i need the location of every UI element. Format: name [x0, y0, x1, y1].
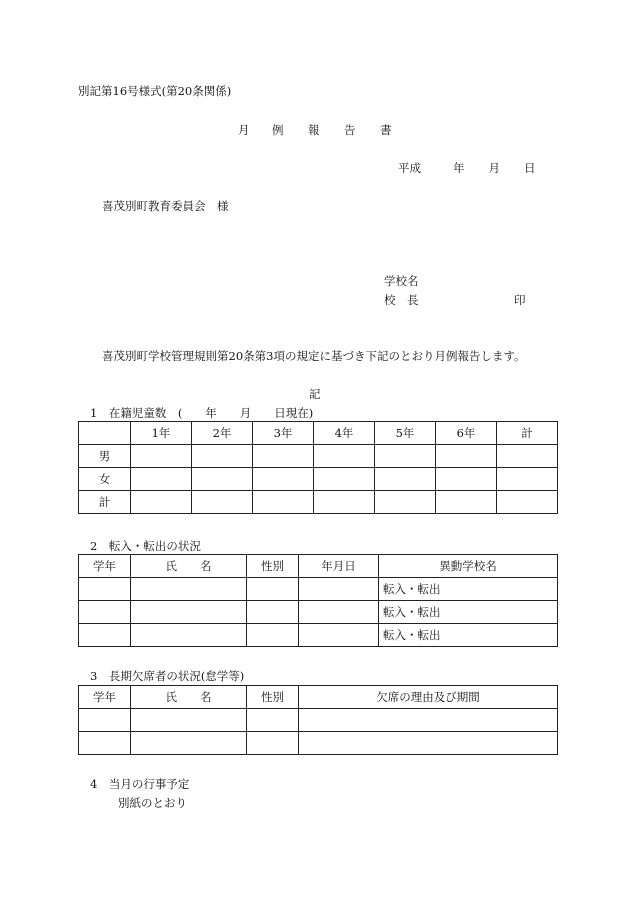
row-label: 計 [79, 491, 131, 514]
enrollment-table [78, 421, 558, 514]
data-cell[interactable] [299, 578, 379, 601]
header-cell: 性別 [247, 555, 299, 578]
header-cell: 5年 [375, 422, 436, 445]
data-cell[interactable] [299, 624, 379, 647]
seal-mark: 印 [514, 293, 526, 307]
table-row [79, 601, 558, 624]
data-cell[interactable] [247, 578, 299, 601]
document-title [238, 122, 400, 138]
data-cell[interactable] [299, 732, 558, 755]
table-row [79, 578, 558, 601]
header-cell: 計 [497, 422, 558, 445]
data-cell[interactable] [79, 601, 131, 624]
data-cell[interactable] [299, 709, 558, 732]
table-row [79, 624, 558, 647]
data-cell[interactable] [131, 491, 192, 514]
header-cell: 1年 [131, 422, 192, 445]
data-cell[interactable] [299, 601, 379, 624]
data-cell[interactable] [375, 468, 436, 491]
data-cell[interactable] [131, 709, 247, 732]
date-era: 平成 [398, 161, 421, 175]
transfer-type-cell[interactable]: 転入・転出 [379, 624, 558, 647]
data-cell[interactable] [131, 732, 247, 755]
section3-heading: 3 長期欠席者の状況(怠学等) [90, 669, 245, 683]
header-cell: 学年 [79, 555, 131, 578]
section4-body: 別紙のとおり [118, 796, 187, 810]
ki-mark: 記 [309, 387, 321, 401]
data-cell[interactable] [79, 578, 131, 601]
table-header-row [79, 422, 558, 445]
body-text: 喜茂別町学校管理規則第20条第3項の規定に基づき下記のとおり月例報告します。 [102, 349, 526, 363]
data-cell[interactable] [247, 624, 299, 647]
transfer-type-cell[interactable]: 転入・転出 [379, 601, 558, 624]
title-char: 告 [344, 123, 356, 137]
data-cell[interactable] [192, 491, 253, 514]
header-cell: 性別 [247, 686, 299, 709]
date-month: 月 [488, 161, 500, 175]
data-cell[interactable] [79, 624, 131, 647]
school-name-label: 学校名 [384, 274, 419, 288]
row-label: 男 [79, 445, 131, 468]
data-cell[interactable] [131, 601, 247, 624]
data-cell[interactable] [375, 491, 436, 514]
date-day: 日 [524, 161, 536, 175]
principal-label: 校 長 [384, 293, 419, 307]
data-cell[interactable] [247, 732, 299, 755]
data-cell[interactable] [131, 445, 192, 468]
header-cell: 氏 名 [131, 555, 247, 578]
data-cell[interactable] [497, 445, 558, 468]
title-char: 例 [272, 123, 284, 137]
title-char: 報 [308, 123, 320, 137]
table-row [79, 709, 558, 732]
addressee: 喜茂別町教育委員会 様 [102, 199, 229, 213]
row-label: 女 [79, 468, 131, 491]
header-cell: 学年 [79, 686, 131, 709]
data-cell[interactable] [253, 491, 314, 514]
form-label: 別記第16号様式(第20条関係) [78, 84, 232, 98]
data-cell[interactable] [253, 468, 314, 491]
data-cell[interactable] [131, 468, 192, 491]
section2-heading: 2 転入・転出の状況 [90, 539, 201, 553]
data-cell[interactable] [192, 468, 253, 491]
date-year: 年 [453, 161, 465, 175]
data-cell[interactable] [436, 491, 497, 514]
data-cell[interactable] [131, 578, 247, 601]
data-cell[interactable] [436, 468, 497, 491]
data-cell[interactable] [247, 709, 299, 732]
transfer-table [78, 554, 558, 647]
table-row [79, 732, 558, 755]
table-row [79, 445, 558, 468]
data-cell[interactable] [497, 491, 558, 514]
header-cell: 年月日 [299, 555, 379, 578]
date-line [398, 160, 536, 176]
absence-table [78, 685, 558, 755]
table-header-row [79, 686, 558, 709]
table-row [79, 491, 558, 514]
data-cell[interactable] [79, 732, 131, 755]
data-cell[interactable] [192, 445, 253, 468]
header-cell: 3年 [253, 422, 314, 445]
header-cell: 氏 名 [131, 686, 247, 709]
data-cell[interactable] [436, 445, 497, 468]
header-cell: 欠席の理由及び期間 [299, 686, 558, 709]
data-cell[interactable] [253, 445, 314, 468]
header-cell: 4年 [314, 422, 375, 445]
section4-heading: 4 当月の行事予定 [90, 777, 190, 791]
data-cell[interactable] [131, 624, 247, 647]
data-cell[interactable] [314, 468, 375, 491]
header-cell: 2年 [192, 422, 253, 445]
transfer-type-cell[interactable]: 転入・転出 [379, 578, 558, 601]
title-char: 書 [380, 123, 392, 137]
header-cell: 異動学校名 [379, 555, 558, 578]
table-header-row [79, 555, 558, 578]
header-cell: 6年 [436, 422, 497, 445]
data-cell[interactable] [314, 491, 375, 514]
data-cell[interactable] [314, 445, 375, 468]
data-cell[interactable] [497, 468, 558, 491]
title-char: 月 [238, 123, 250, 137]
table-row [79, 468, 558, 491]
data-cell[interactable] [79, 709, 131, 732]
data-cell[interactable] [247, 601, 299, 624]
section1-heading: 1 在籍児童数 ( 年 月 日現在) [90, 406, 314, 420]
header-cell [79, 422, 131, 445]
data-cell[interactable] [375, 445, 436, 468]
